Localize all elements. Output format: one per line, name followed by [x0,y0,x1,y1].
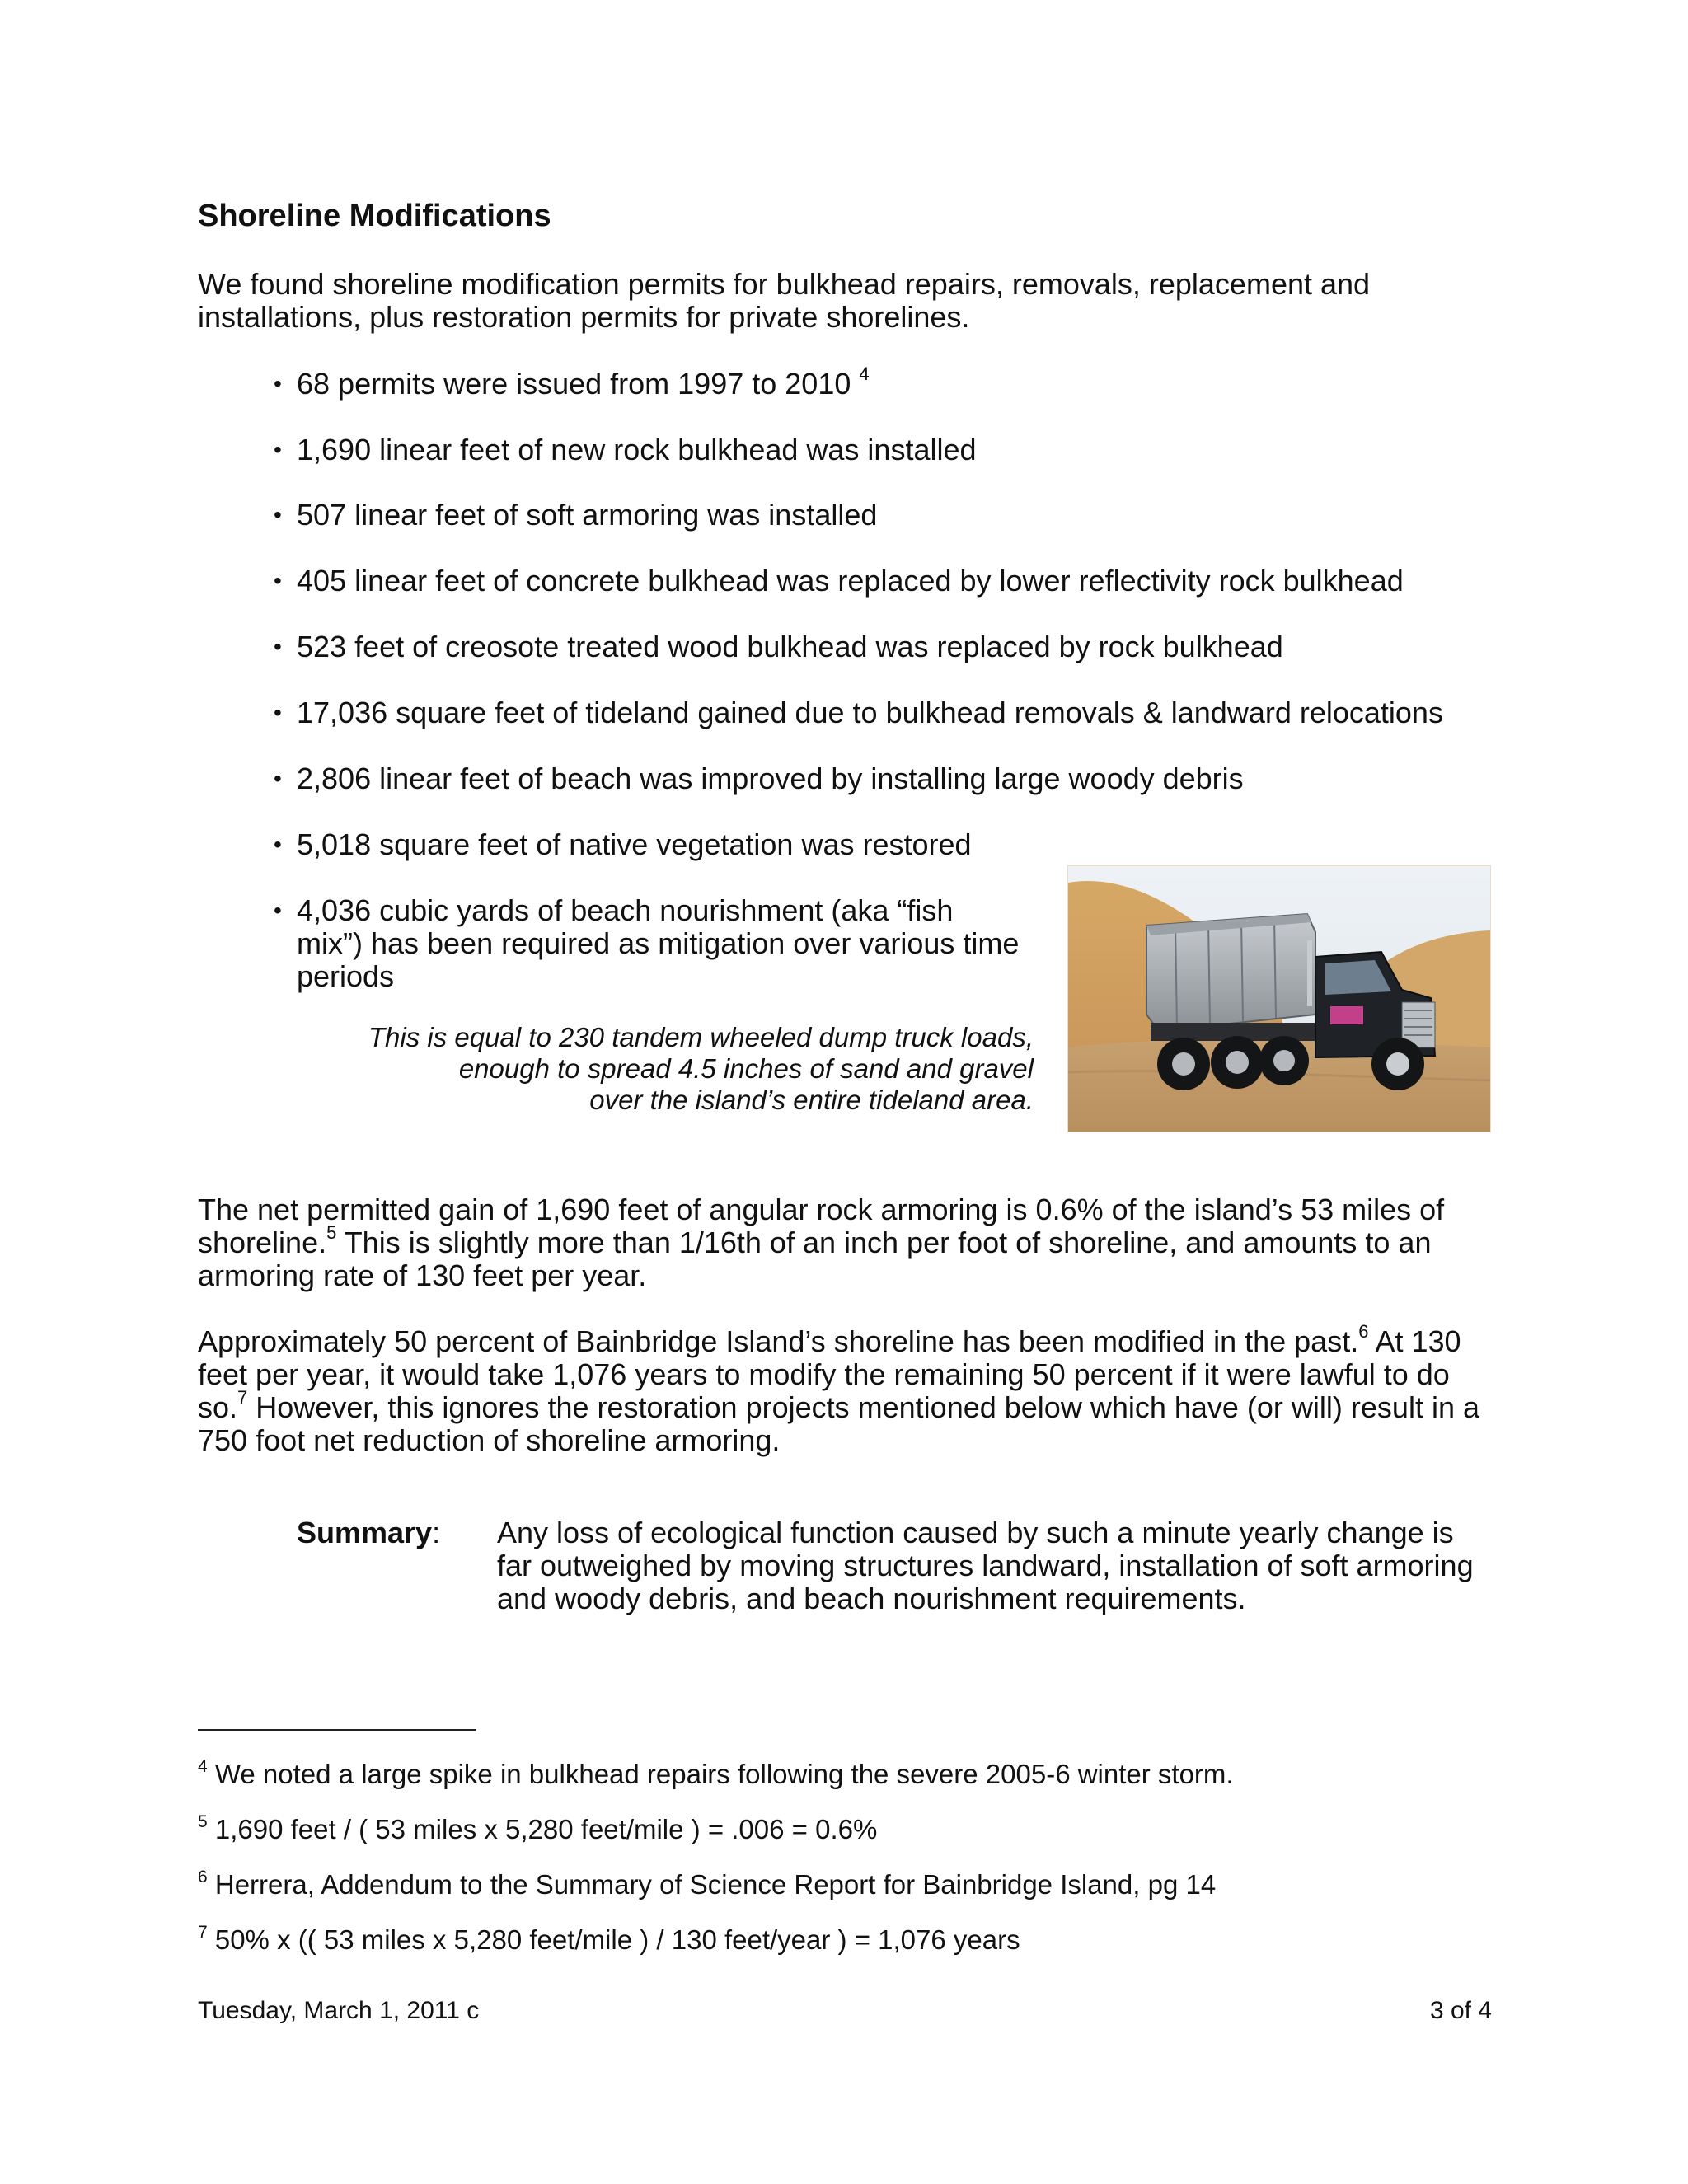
footnote-ref: 4 [859,363,870,384]
list-item: • 5,018 square feet of native vegetation was restored [274,827,972,861]
bullet-dot-icon: • [274,568,282,593]
bullet-dot-icon: • [274,502,282,527]
modification-paragraph: Approximately 50 percent of Bainbridge Island’s shoreline has been modified in the past.$^6$ At 130 feet per year, it would take 1,076 years to modify the remaining 50 percent if it were lawful to do so.$^7$ However, this ignores the restoration projects mentioned below which have (or will) result in a 750 foot net reduction of shoreline armoring. [198,1321,1479,1457]
footnote-divider [198,1729,476,1731]
footnote-ref: 7 [237,1387,248,1408]
footnote-item: $^5$ 1,690 feet / ( 53 miles x 5,280 feet/mile ) = .006 = 0.6% [198,1812,878,1844]
footnote-ref: 5 [326,1222,337,1243]
bullet-dot-icon: • [274,437,282,462]
list-item: • 523 feet of creosote treated wood bulkhead was replaced by rock bulkhead [274,630,1283,663]
armoring-paragraph: The net permitted gain of 1,690 feet of angular rock armoring is 0.6% of the island’s 53 miles of shoreline.$^5$ This is slightly more than 1/16th of an inch per foot of shoreline, and amounts to an armoring rate of 130 feet per year. [198,1193,1445,1292]
summary-label: Summary: [297,1516,441,1549]
bullet-dot-icon: • [274,832,282,857]
list-item: • 1,690 linear feet of new rock bulkhead was installed [274,433,977,466]
dump-truck-note: This is equal to 230 tandem wheeled dump truck loads, enough to spread 4.5 inches of sand and gravel over the island’s entire tideland area. [368,1022,1034,1115]
intro-paragraph: We found shoreline modification permits for bulkhead repairs, removals, replacement and installations, plus restoration permits for private shorelines. [198,267,1371,334]
list-item: • 17,036 square feet of tideland gained due to bulkhead removals & landward relocations [274,696,1443,729]
list-item: • 4,036 cubic yards of beach nourishment (aka “fish mix”) has been required as mitigation over various time periods [274,893,1020,993]
footnote-item: $^7$ 50% x (( 53 miles x 5,280 feet/mile ) / 130 feet/year ) = 1,076 years [198,1923,1020,1955]
footer-date: Tuesday, March 1, 2011 c [198,1997,480,2024]
dump-truck-photo [1067,865,1491,1132]
list-item: • 2,806 linear feet of beach was improved by installing large woody debris [274,762,1244,795]
list-item: • 405 linear feet of concrete bulkhead was replaced by lower reflectivity rock bulkhead [274,564,1404,598]
bullet-dot-icon: • [274,371,282,396]
summary-text: Any loss of ecological function caused by such a minute yearly change is far outweighed by moving structures landward, installation of soft armoring and woody debris, and beach nourishment requirements. [497,1516,1474,1615]
bullet-dot-icon: • [274,766,282,791]
list-item: • 68 permits were issued from 1997 to 2010 $^4$ [274,363,870,401]
footnote-item: $^4$ We noted a large spike in bulkhead repairs following the severe 2005-6 winter storm. [198,1757,1234,1789]
footnote-ref: 6 [1358,1321,1369,1342]
bullet-dot-icon: • [274,898,282,923]
bullet-dot-icon: • [274,634,282,659]
footer-page-number: 3 of 4 [1429,1997,1492,2024]
section-heading: Shoreline Modifications [198,199,551,233]
footnote-item: $^6$ Herrera, Addendum to the Summary of Science Report for Bainbridge Island, pg 14 [198,1868,1217,1900]
list-item: • 507 linear feet of soft armoring was installed [274,498,878,532]
bullet-dot-icon: • [274,700,282,725]
